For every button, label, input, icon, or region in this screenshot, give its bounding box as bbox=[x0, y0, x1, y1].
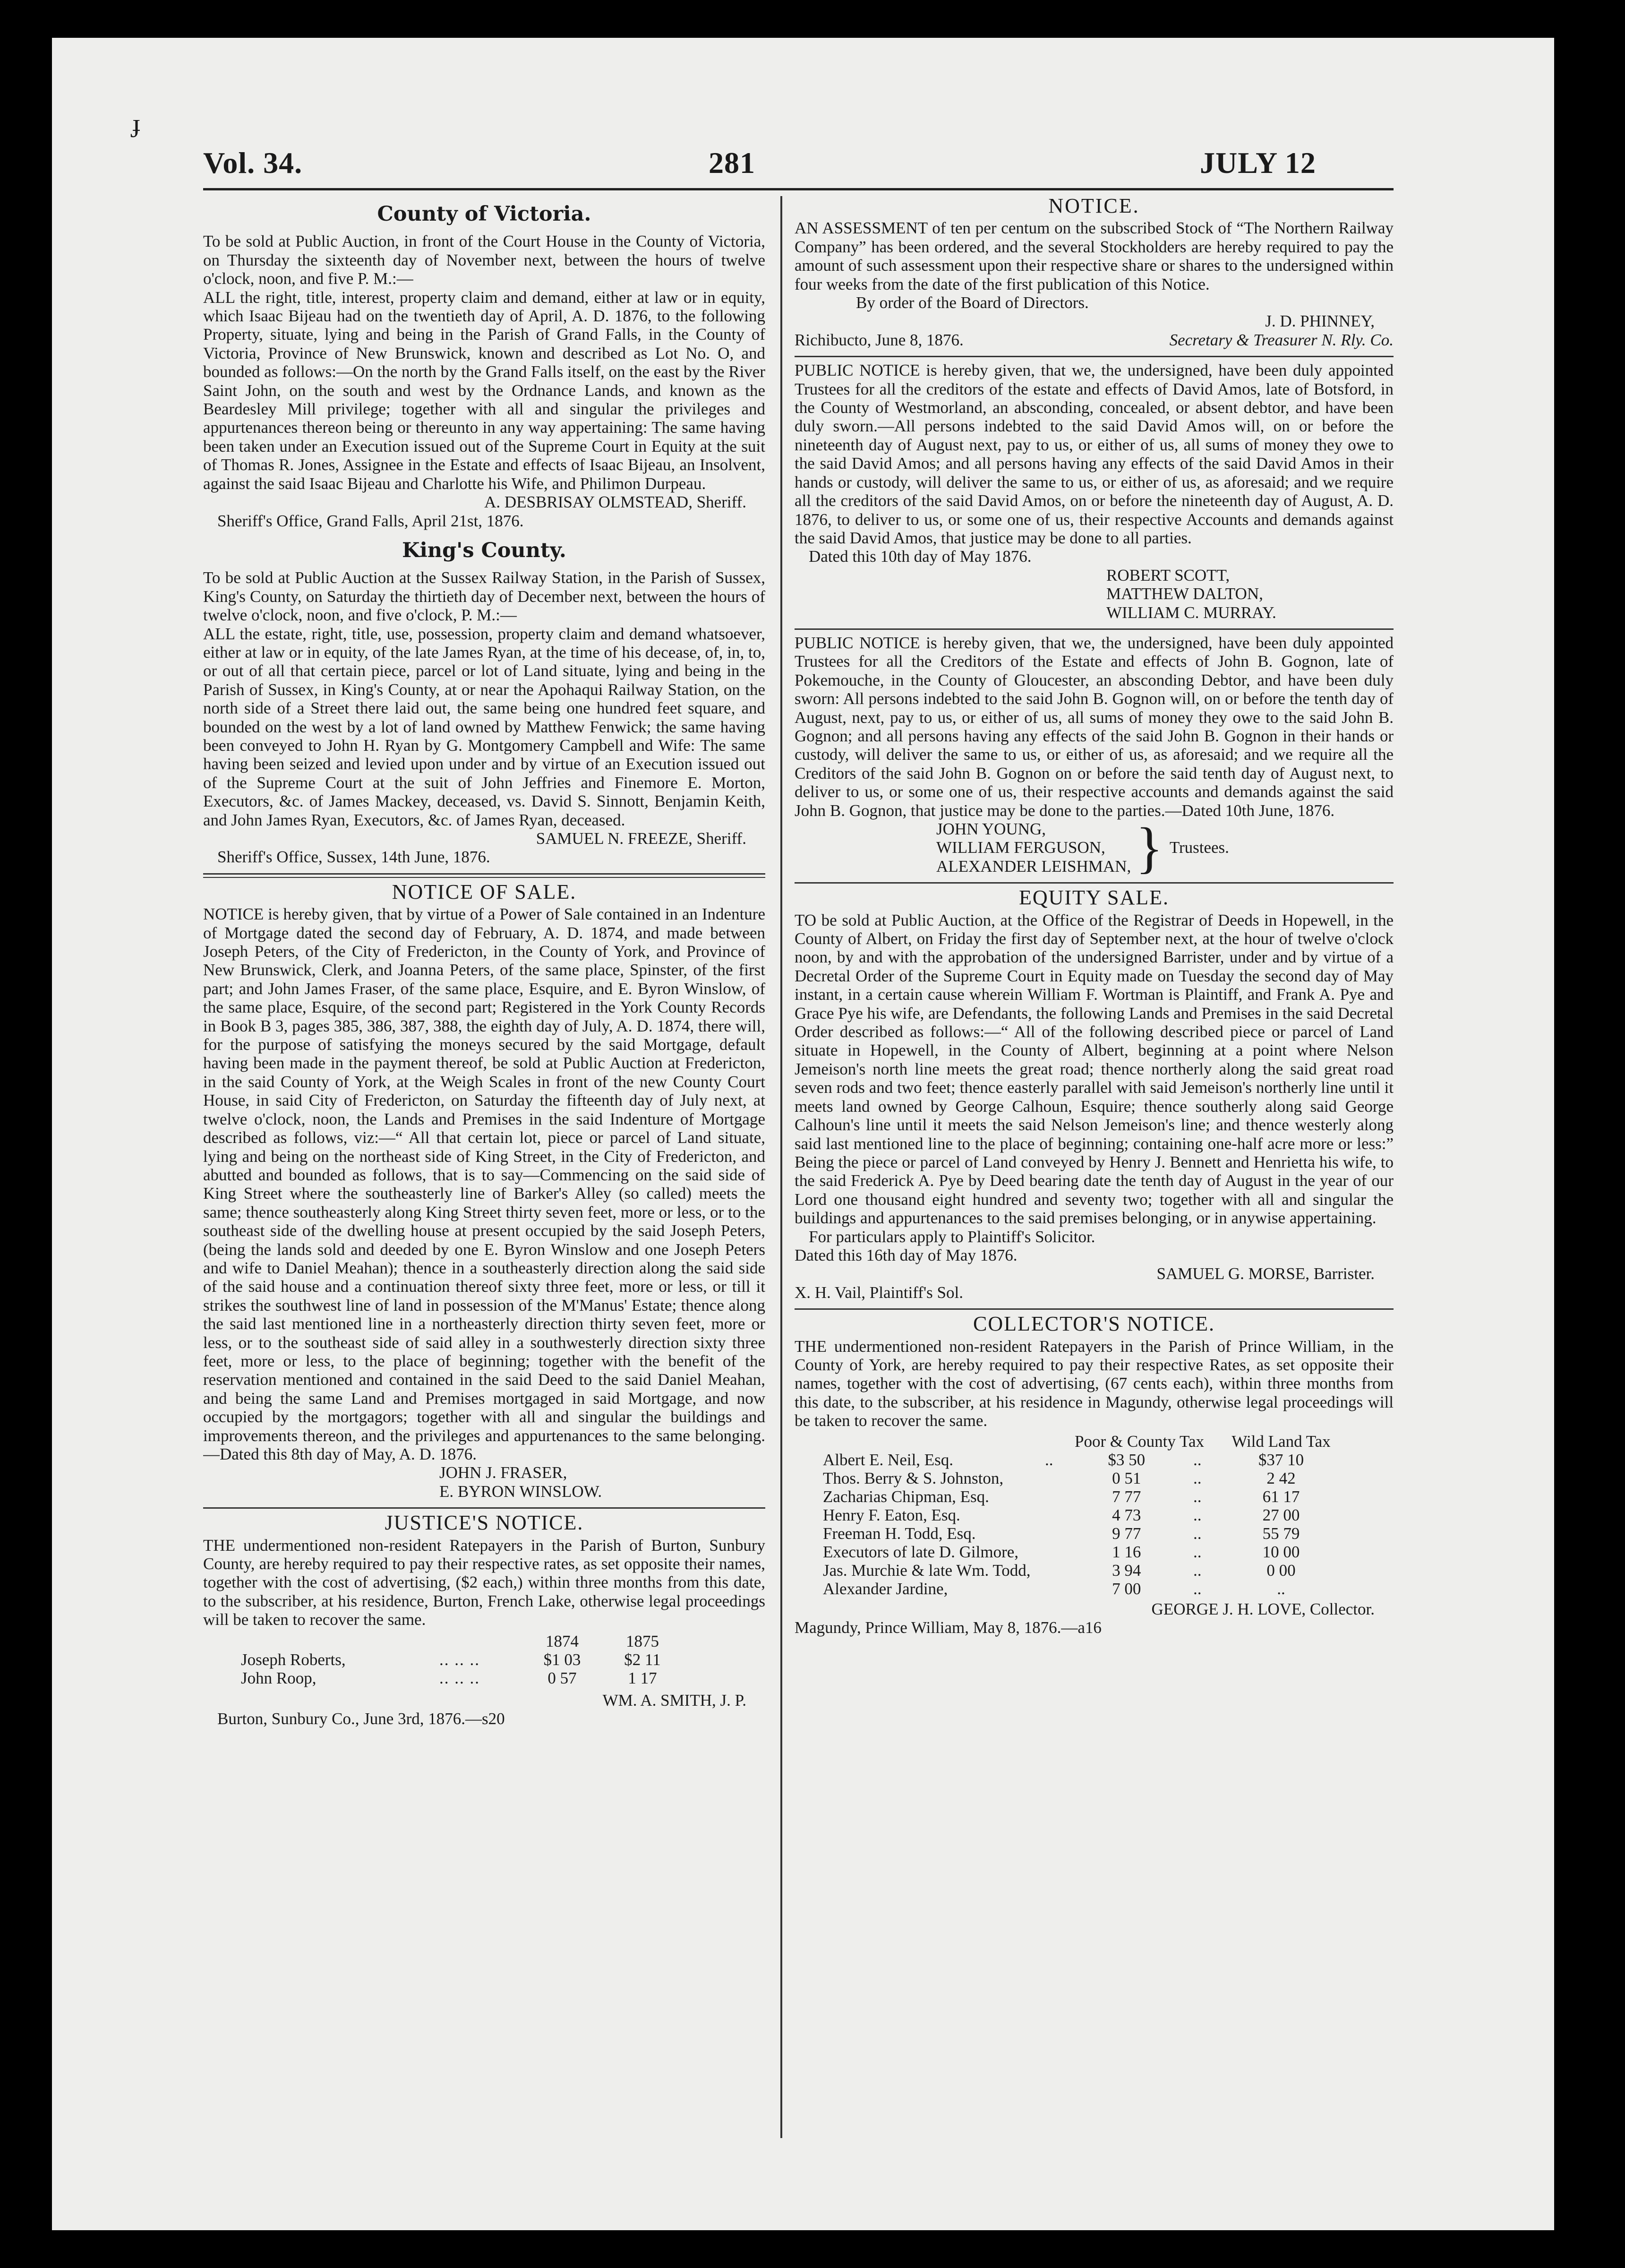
col-1874: 1874 bbox=[546, 1632, 579, 1650]
margin-mark: ɟ bbox=[132, 109, 141, 137]
leader-dots bbox=[1045, 1524, 1069, 1543]
ratepayer-name: Zacharias Chipman, Esq. bbox=[823, 1487, 989, 1506]
section-rule bbox=[795, 628, 1394, 630]
railway-dateline bbox=[795, 331, 1394, 349]
collector-table bbox=[823, 1432, 1352, 1598]
leader-dots: .. .. .. bbox=[439, 1668, 480, 1687]
section-rule bbox=[795, 356, 1394, 357]
table-row bbox=[823, 1506, 1352, 1524]
table-row bbox=[823, 1561, 1352, 1580]
poor-tax: 7 77 bbox=[1112, 1487, 1141, 1506]
amos-dated: Dated this 10th day of May 1876. bbox=[809, 547, 1032, 566]
table-row bbox=[823, 1543, 1352, 1561]
wild-tax: 0 00 bbox=[1266, 1561, 1296, 1580]
railway-title: Secretary & Treasurer N. Rly. Co. bbox=[1169, 330, 1394, 349]
ratepayer-name: Jas. Murchie & late Wm. Todd, bbox=[823, 1561, 1031, 1580]
issue-date: JULY 12 bbox=[1200, 146, 1316, 180]
table-row bbox=[241, 1650, 680, 1669]
col-poor-county: Poor & County Tax bbox=[1074, 1432, 1204, 1451]
col-wild-land: Wild Land Tax bbox=[1232, 1432, 1331, 1451]
trustee-names bbox=[936, 820, 1131, 876]
sale-signer-1: JOHN J. FRASER, bbox=[439, 1463, 567, 1482]
wild-tax: 10 00 bbox=[1262, 1542, 1300, 1561]
justice-body: THE undermentioned non-resident Ratepayers in the Parish of Burton, Sunbury County, are hereby required to pay their respective rates, as set opposite their names, together with the cost of advertising, ($2 each,) within three months from this date, to the subscriber, at his residence, Burton, French Lake, otherwise legal proceedings will be taken to recover the same. bbox=[203, 1536, 765, 1629]
table-row bbox=[823, 1580, 1352, 1598]
leader-dots: .. bbox=[1193, 1505, 1202, 1524]
page-number: 281 bbox=[709, 146, 755, 180]
right-column bbox=[795, 194, 1394, 2155]
leader-dots bbox=[1045, 1506, 1069, 1524]
equity-body: TO be sold at Public Auction, at the Office of the Registrar of Deeds in Hopewell, in the County of Albert, on Friday the first day of September next, at the hour of twelve o'clock noon, by and with the approbation of the undersigned Barrister, under and by virtue of a Decretal Order of the Supreme Court in Equity made on Tuesday the second day of May instant, in a certain cause wherein William F. Wortman is Plaintiff, and Frank A. Pye and Grace Pye his wife, are Defendants, the following Lands and Premises in the said Decretal Order described as follows:—“ All of the following described piece or parcel of Land situate in Hopewell, in the County of Albert, beginning at a point where Nelson Jemeison's north line meets the great road; thence northerly along the said great road seven rods and two feet; thence easterly parallel with said Jemeison's northerly line until it meets land owned by George Calhoun, Esquire; thence southerly along said George Calhoun's line until it meets the said Nelson Jemeison's line; and thence westerly along said last mentioned line to the place of beginning; containing one-half acre more or less:” Being the piece or parcel of Land conveyed by Henry J. Bennett and Henrietta his wife, to the said Frederick A. Pye by Deed bearing date the tenth day of August in the year of our Lord one thousand eight hundred and seventy two; together with all and singular the buildings and appurtenances to the said premises belonging, or in anywise appertaining. bbox=[795, 911, 1394, 1228]
rate-1874: 0 57 bbox=[547, 1668, 577, 1687]
railway-order: By order of the Board of Directors. bbox=[856, 293, 1089, 312]
ratepayer-name: Freeman H. Todd, Esq. bbox=[823, 1524, 976, 1543]
justice-table bbox=[241, 1632, 680, 1687]
ratepayer-name: John Roop, bbox=[241, 1668, 316, 1687]
poor-tax: 3 94 bbox=[1112, 1561, 1141, 1580]
wild-tax: $37 10 bbox=[1258, 1450, 1304, 1469]
railway-notice bbox=[795, 194, 1394, 349]
poor-tax: 9 77 bbox=[1112, 1524, 1141, 1543]
poor-tax: 1 16 bbox=[1112, 1542, 1141, 1561]
kings-notice bbox=[203, 538, 765, 867]
sale-heading: NOTICE OF SALE. bbox=[392, 880, 577, 903]
left-column bbox=[203, 194, 765, 2155]
equity-solicitor: X. H. Vail, Plaintiff's Sol. bbox=[795, 1283, 963, 1302]
table-row bbox=[823, 1469, 1352, 1487]
railway-signer: J. D. PHINNEY, bbox=[1265, 312, 1375, 331]
trustee-name: JOHN YOUNG, bbox=[936, 820, 1046, 838]
railway-body: AN ASSESSMENT of ten per centum on the subscribed Stock of “The Northern Railway Company” has been ordered, and the several Stockholders are hereby required to pay the amount of such assessment upon their respective share or shares to the undersigned within four weeks from the date of the first publication of this Notice. bbox=[795, 219, 1394, 293]
justice-table-header bbox=[241, 1632, 680, 1650]
wild-tax: 61 17 bbox=[1262, 1487, 1300, 1506]
collector-heading: COLLECTOR'S NOTICE. bbox=[973, 1312, 1215, 1336]
wild-tax: 55 79 bbox=[1262, 1524, 1300, 1543]
victoria-intro: To be sold at Public Auction, in front of the Court House in the County of Victoria, on Thursday the sixteenth day of November next, between the hours of twelve o'clock, noon, and five P. M.:— bbox=[203, 232, 765, 288]
poor-tax: 0 51 bbox=[1112, 1469, 1141, 1487]
amos-body: PUBLIC NOTICE is hereby given, that we, the undersigned, have been duly appointed Trustees for all the creditors of the estate and effects of David Amos, late of Botsford, in the County of Westmorland, an absconding, concealed, or absent debtor, and have been duly sworn.—All persons indebted to the said David Amos will, on or before the nineteenth day of August next, pay to us, or either of us, all sums of money they owe to the said David Amos; and all persons having any effects of the said David Amos in their hands or custody, will deliver the same to us, or either of us, as aforesaid; and we require all the creditors of the said David Amos, on or before the nineteenth day of August, A. D. 1876, to deliver to us, or some one of us, their respective Accounts and demands against the said David Amos, that justice may be done to all parties. bbox=[795, 361, 1394, 547]
poor-tax: 7 00 bbox=[1112, 1579, 1141, 1598]
amos-signer: WILLIAM C. MURRAY. bbox=[1106, 603, 1276, 622]
gognon-body: PUBLIC NOTICE is hereby given, that we, the undersigned, have been duly appointed Trustees for all the Creditors of the Estate and effects of John B. Gognon, late of Pokemouche, in the County of Gloucester, an absconding Debtor, and have been duly sworn: All persons indebted to the said John B. Gognon will, on or before the tenth day of August, next, pay to us, or either of us, all sums of money they owe to the said John B. Gognon; and all persons having any effects of the said John B. Gognon in their hands or custody, will deliver the same to us, or either of us, as aforesaid; and we require all the Creditors of the said John B. Gognon on or before the said tenth day of August next, to deliver to us, or some one of us, their respective accounts and demands against the said John B. Gognon, that justice may be done to the parties.—Dated 10th June, 1876. bbox=[795, 633, 1394, 820]
victoria-dateline: Sheriff's Office, Grand Falls, April 21st, 1876. bbox=[217, 511, 524, 530]
victoria-heading: County of Victoria. bbox=[377, 202, 591, 226]
ratepayer-name: Executors of late D. Gilmore, bbox=[823, 1542, 1019, 1561]
section-rule bbox=[203, 1507, 765, 1509]
table-row bbox=[823, 1487, 1352, 1506]
leader-dots: .. bbox=[1193, 1561, 1202, 1580]
amos-signer: ROBERT SCOTT, bbox=[1106, 566, 1230, 584]
justice-signer: WM. A. SMITH, J. P. bbox=[602, 1691, 746, 1710]
railway-place-date: Richibucto, June 8, 1876. bbox=[795, 330, 964, 349]
leader-dots bbox=[1045, 1469, 1069, 1487]
leader-dots bbox=[1045, 1580, 1069, 1598]
wild-tax: .. bbox=[1277, 1579, 1285, 1598]
rate-1875: $2 11 bbox=[624, 1650, 661, 1669]
table-row bbox=[823, 1451, 1352, 1469]
ratepayer-name: Albert E. Neil, Esq. bbox=[823, 1450, 954, 1469]
col-1875: 1875 bbox=[626, 1632, 659, 1650]
section-rule bbox=[203, 873, 765, 878]
leader-dots: .. bbox=[1193, 1469, 1202, 1487]
section-rule bbox=[795, 882, 1394, 884]
ratepayer-name: Alexander Jardine, bbox=[823, 1579, 948, 1598]
volume-label: Vol. 34. bbox=[203, 146, 303, 180]
leader-dots: .. bbox=[1193, 1524, 1202, 1543]
justice-notice bbox=[203, 1513, 765, 1728]
equity-signer: SAMUEL G. MORSE, Barrister. bbox=[1156, 1264, 1375, 1283]
railway-heading: NOTICE. bbox=[1048, 194, 1140, 217]
table-row bbox=[823, 1524, 1352, 1543]
equity-dated: Dated this 16th day of May 1876. bbox=[795, 1246, 1018, 1264]
leader-dots bbox=[1045, 1561, 1069, 1580]
victoria-body: ALL the right, title, interest, property claim and demand, either at law or in equity, which Isaac Bijeau had on the twentieth day of April, A. D. 1876, to the following Property, situate, lying and being in the Parish of Grand Falls, in the County of Victoria, Province of New Brunswick, known and described as Lot No. O, and bounded as follows:—On the north by the Grand Falls itself, on the east by the River Saint John, on the south and west by the Ordnance Lands, and known as the Beardesley Mill privilege; together with all and singular the privileges and appurtenances thereon being or thereunto in any way appertaining: The same having been taken under an Execution issued out of the Supreme Court in Equity at the suit of Thomas R. Jones, Assignee in the Estate and effects of Isaac Bijeau, an Insolvent, against the said Isaac Bijeau and Charlotte his Wife, and Philimon Durpeau. bbox=[203, 288, 765, 493]
kings-dateline: Sheriff's Office, Sussex, 14th June, 1876. bbox=[217, 848, 490, 867]
kings-intro: To be sold at Public Auction at the Sussex Railway Station, in the Parish of Sussex, King's County, on Saturday the thirtieth day of December next, between the hours of twelve o'clock, noon, and five o'clock, P. M.:— bbox=[203, 568, 765, 625]
gazette-page bbox=[52, 38, 1554, 2230]
gognon-notice bbox=[795, 633, 1394, 879]
wild-tax: 27 00 bbox=[1262, 1505, 1300, 1524]
amos-signer: MATTHEW DALTON, bbox=[1106, 584, 1263, 603]
kings-body: ALL the estate, right, title, use, possession, property claim and demand whatsoever, either at law or in equity, of the late James Ryan, at the time of his decease, of, in, to, or out of all that certain piece, parcel or lot of Land situate, lying and being in the Parish of Sussex, in King's County, at or near the Apohaqui Railway Station, on the north side of a Street there laid out, the same being one hundred feet square, and bounded on the west by a lot of land owned by Matthew Fenwick; the same having been conveyed to John H. Ryan by G. Montgomery Campbell and Wife: The same having been seized and levied upon under and by virtue of an Execution issued out of the Supreme Court at the suit of John Jeffries and Finemore E. Morton, Executors, &c. of James Mackey, deceased, vs. David S. Sinnott, Benjamin Keith, and John James Ryan, Executors, &c. of James Ryan, deceased. bbox=[203, 624, 765, 829]
collector-table-header bbox=[823, 1432, 1352, 1451]
justice-heading: JUSTICE'S NOTICE. bbox=[385, 1511, 584, 1535]
rate-1875: 1 17 bbox=[628, 1668, 657, 1687]
wild-tax: 2 42 bbox=[1266, 1469, 1296, 1487]
header-rule bbox=[203, 188, 1394, 190]
gognon-trustees bbox=[795, 816, 1394, 879]
poor-tax: $3 50 bbox=[1108, 1450, 1146, 1469]
leader-dots: .. bbox=[1193, 1579, 1202, 1598]
leader-dots bbox=[1045, 1543, 1069, 1561]
leader-dots bbox=[1045, 1487, 1069, 1506]
column-divider bbox=[780, 196, 782, 2138]
sale-notice bbox=[203, 880, 765, 1501]
trustee-name: WILLIAM FERGUSON, bbox=[936, 838, 1105, 857]
collector-body: THE undermentioned non-resident Ratepayers in the Parish of Prince William, in the County of York, are hereby required to pay their respective Rates, as set opposite their names, together with the cost of advertising, (67 cents each), within three months from this date, to the subscriber, at his residence in Magundy, otherwise legal proceedings will be taken to recover the same. bbox=[795, 1337, 1394, 1430]
equity-particulars: For particulars apply to Plaintiff's Solicitor. bbox=[809, 1227, 1095, 1246]
sale-body: NOTICE is hereby given, that by virtue of a Power of Sale contained in an Indenture of Mortgage dated the second day of February, A. D. 1874, and made between Joseph Peters, of the City of Fredericton, in the County of York, and Province of New Brunswick, Clerk, and Joanna Peters, of the same place, Spinster, of the first part; and John James Fraser, of the same place, Esquire, and E. Byron Winslow, of the same place, Esquire, of the second part; Registered in the York County Records in Book B 3, pages 385, 386, 387, 388, the eighth day of July, A. D. 1874, there will, for the purpose of satisfying the moneys secured by the said Mortgage, default having been made in the payment thereof, be sold at Public Auction at Fredericton, in the said County of York, at the Weigh Scales in front of the new County Court House, in said City of Fredericton, on Saturday the fifteenth day of July next, at twelve o'clock, noon, the Lands and Premises in the said Indenture of Mortgage described as follows, viz:—“ All that certain lot, piece or parcel of Land situate, lying and being on the northeast side of King Street, in the City of Fredericton, and abutted and bounded as follows, that is to say—Commencing on the said side of King Street where the southeasterly line of Barker's Alley (so called) meets the same; thence southeasterly along King Street thirty seven feet, more or less, or to the southeast side of the dwelling house at present occupied by the said Joseph Peters, (being the lands sold and deeded by one E. Byron Winslow and one Joseph Peters and wife to Daniel Meahan); thence in a southeasterly direction along the said side of the said house and a continuation thereof sixty three feet, more or less, or till it strikes the southwest line of land in possession of the M'Manus' Estate; thence along the said last mentioned line in a northeasterly direction thirty seven feet, more or less, or to the southeast side of said alley in a southwesterly direction sixty three feet, more or less, to the place of beginning; together with the benefit of the reservation mentioned and contained in the said Deed to the said Daniel Meahan, and being the same Land and Premises mortgaged in said Mortgage, and now occupied by the mortgagors; together with all and singular the buildings and improvements thereon, and the privileges and appurtenances to the same belonging.—Dated this 8th day of May, A. D. 1876. bbox=[203, 905, 765, 1463]
collector-dateline: Magundy, Prince William, May 8, 1876.—a16 bbox=[795, 1618, 1102, 1637]
section-rule bbox=[795, 1308, 1394, 1310]
ratepayer-name: Thos. Berry & S. Johnston, bbox=[823, 1469, 1004, 1487]
amos-notice bbox=[795, 361, 1394, 622]
rate-1874: $1 03 bbox=[543, 1650, 581, 1669]
ratepayer-name: Joseph Roberts, bbox=[241, 1650, 346, 1669]
brace-glyph: } bbox=[1136, 816, 1163, 879]
collector-signer: GEORGE J. H. LOVE, Collector. bbox=[1151, 1599, 1375, 1618]
leader-dots: .. bbox=[1193, 1542, 1202, 1561]
table-row bbox=[241, 1669, 680, 1687]
poor-tax: 4 73 bbox=[1112, 1505, 1141, 1524]
victoria-notice bbox=[203, 202, 765, 530]
kings-signer: SAMUEL N. FREEZE, Sheriff. bbox=[536, 829, 746, 848]
collector-notice bbox=[795, 1314, 1394, 1637]
leader-dots: .. .. .. bbox=[439, 1650, 480, 1669]
leader-dots: .. bbox=[1193, 1487, 1202, 1506]
kings-heading: King's County. bbox=[402, 538, 566, 562]
equity-notice bbox=[795, 888, 1394, 1302]
justice-dateline: Burton, Sunbury Co., June 3rd, 1876.—s20 bbox=[217, 1710, 505, 1728]
sale-signer-2: E. BYRON WINSLOW. bbox=[439, 1482, 602, 1501]
victoria-signer: A. DESBRISAY OLMSTEAD, Sheriff. bbox=[484, 493, 746, 512]
leader-dots: .. bbox=[1193, 1450, 1202, 1469]
equity-heading: EQUITY SALE. bbox=[1018, 886, 1170, 910]
leader-dots: .. bbox=[1045, 1450, 1053, 1469]
ratepayer-name: Henry F. Eaton, Esq. bbox=[823, 1505, 960, 1524]
trustees-label: Trustees. bbox=[1169, 838, 1229, 857]
trustee-name: ALEXANDER LEISHMAN, bbox=[936, 857, 1131, 876]
